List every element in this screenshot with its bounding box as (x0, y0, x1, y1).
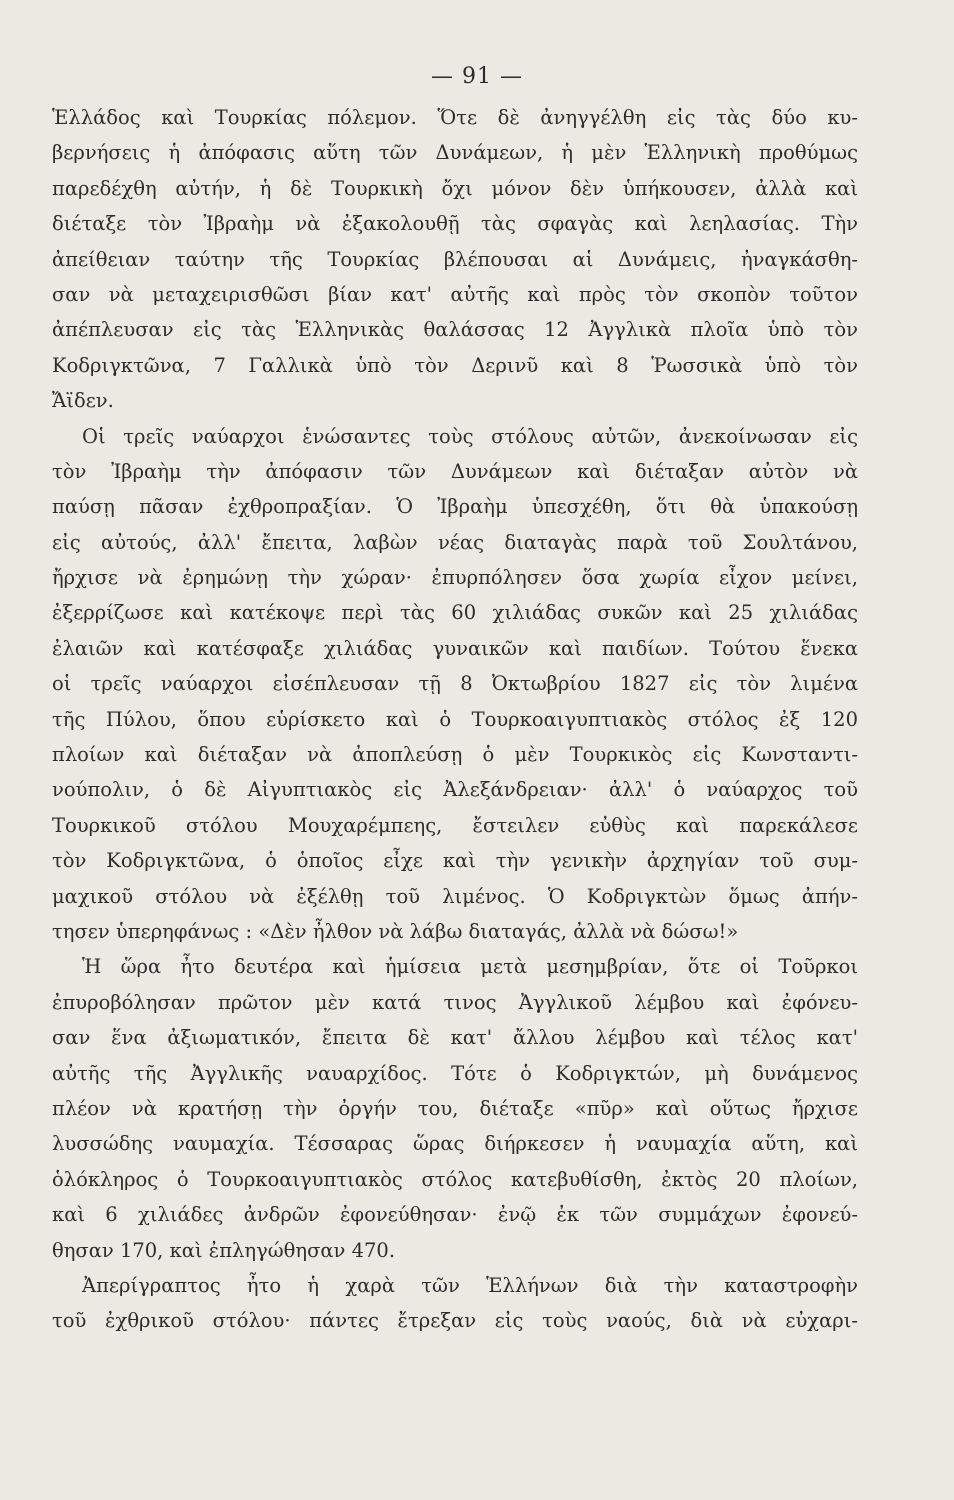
text-line: μαχικοῦ στόλου νὰ ἐξέλθῃ τοῦ λιμένος. Ὁ Κοδριγκτὼν ὅμως ἀπήν- (52, 884, 858, 908)
text-line: τησεν ὑπερηφάνως : «Δὲν ἦλθον νὰ λάβω διαταγάς, ἀλλὰ νὰ δώσω!» (52, 919, 739, 943)
page-number: — 91 — (431, 64, 523, 89)
text-line: Ἑλλάδος καὶ Τουρκίας πόλεμον. Ὅτε δὲ ἀνηγγέλθη εἰς τὰς δύο κυ- (52, 106, 858, 129)
text-line: ἤρχισε νὰ ἐρημώνῃ τὴν χώραν· ἐπυρπόλησεν ὅσα χωρία εἶχον μείνει, (52, 566, 858, 590)
text-line: Ἀπερίγραπτος ἦτο ἡ χαρὰ τῶν Ἑλλήνων διὰ τὴν καταστροφὴν (82, 1273, 858, 1297)
text-line: ἐλαιῶν καὶ κατέσφαξε χιλιάδας γυναικῶν καὶ παιδίων. Τούτου ἕνεκα (52, 636, 858, 660)
text-line: εἰς αὐτούς, ἀλλ' ἔπειτα, λαβὼν νέας διαταγὰς παρὰ τοῦ Σουλτάνου, (52, 530, 858, 554)
text-line: ὁλόκληρος ὁ Τουρκοαιγυπτιακὸς στόλος κατεβυθίσθη, ἐκτὸς 20 πλοίων, (52, 1167, 858, 1191)
text-line: Τουρκικοῦ στόλου Μουχαρέμπεης, ἔστειλεν εὐθὺς καὶ παρεκάλεσε (52, 813, 858, 837)
text-line: πλοίων καὶ διέταξαν νὰ ἀποπλεύσῃ ὁ μὲν Τουρκικὸς εἰς Κωνσταντι- (52, 743, 858, 767)
text-line: σαν νὰ μεταχειρισθῶσι βίαν κατ' αὐτῆς καὶ πρὸς τὸν σκοπὸν τοῦτον (52, 282, 858, 306)
text-line: ἐξερρίζωσε καὶ κατέκοψε περὶ τὰς 60 χιλιάδας συκῶν καὶ 25 χιλιάδας (52, 601, 858, 625)
text-line: παύσῃ πᾶσαν ἐχθροπραξίαν. Ὁ Ἰβραὴμ ὑπεσχέθη, ὅτι θὰ ὑπακούσῃ (52, 495, 858, 519)
text-line: καὶ 6 χιλιάδες ἀνδρῶν ἐφονεύθησαν· ἐνῷ ἐκ τῶν συμμάχων ἐφονεύ- (52, 1203, 858, 1227)
text-line: διέταξε τὸν Ἰβραὴμ νὰ ἐξακολουθῇ τὰς σφαγὰς καὶ λεηλασίας. Τὴν (52, 212, 858, 236)
text-line: πλέον νὰ κρατήσῃ τὴν ὀργήν του, διέταξε «πῦρ» καὶ οὕτως ἤρχισε (52, 1096, 858, 1120)
text-line: θησαν 170, καὶ ἐπληγώθησαν 470. (52, 1238, 396, 1262)
text-line: σαν ἕνα ἀξιωματικόν, ἔπειτα δὲ κατ' ἄλλου λέμβου καὶ τέλος κατ' (52, 1026, 858, 1050)
text-line: τὸν Κοδριγκτῶνα, ὁ ὁποῖος εἶχε καὶ τὴν γενικὴν ἀρχηγίαν τοῦ συμ- (52, 849, 858, 873)
text-line: παρεδέχθη αὐτήν, ἡ δὲ Τουρκικὴ ὄχι μόνον δὲν ὑπήκουσεν, ἀλλὰ καὶ (52, 176, 858, 200)
text-line: τὸν Ἰβραὴμ τὴν ἀπόφασιν τῶν Δυνάμεων καὶ διέταξαν αὐτὸν νὰ (52, 459, 858, 483)
text-line: Οἱ τρεῖς ναύαρχοι ἑνώσαντες τοὺς στόλους αὐτῶν, ἀνεκοίνωσαν εἰς (82, 424, 858, 448)
text-line: Ἄϊδεν. (52, 389, 114, 413)
text-line: τοῦ ἐχθρικοῦ στόλου· πάντες ἔτρεξαν εἰς τοὺς ναούς, διὰ νὰ εὐχαρι- (52, 1309, 858, 1333)
text-line: τῆς Πύλου, ὅπου εὑρίσκετο καὶ ὁ Τουρκοαιγυπτιακὸς στόλος ἐξ 120 (52, 707, 858, 731)
text-line: ἀπείθειαν ταύτην τῆς Τουρκίας βλέπουσαι αἱ Δυνάμεις, ἠναγκάσθη- (52, 247, 858, 271)
text-line: Ἡ ὥρα ἦτο δευτέρα καὶ ἡμίσεια μετὰ μεσημβρίαν, ὅτε οἱ Τοῦρκοι (82, 955, 858, 979)
text-line: βερνήσεις ἡ ἀπόφασις αὕτη τῶν Δυνάμεων, ἡ μὲν Ἑλληνικὴ προθύμως (52, 141, 858, 165)
text-line: λυσσώδης ναυμαχία. Τέσσαρας ὥρας διήρκεσεν ἡ ναυμαχία αὕτη, καὶ (52, 1132, 858, 1156)
text-line: νούπολιν, ὁ δὲ Αἰγυπτιακὸς εἰς Ἀλεξάνδρειαν· ἀλλ' ὁ ναύαρχος τοῦ (52, 778, 858, 802)
text-line: ἐπυροβόλησαν πρῶτον μὲν κατά τινος Ἀγγλικοῦ λέμβου καὶ ἐφόνευ- (52, 990, 858, 1014)
text-line: οἱ τρεῖς ναύαρχοι εἰσέπλευσαν τῇ 8 Ὀκτωβρίου 1827 εἰς τὸν λιμένα (52, 672, 858, 696)
body-text (52, 100, 858, 1339)
text-line: αὐτῆς τῆς Ἀγγλικῆς ναυαρχίδος. Τότε ὁ Κοδριγκτών, μὴ δυνάμενος (52, 1061, 858, 1085)
text-line: Κοδριγκτῶνα, 7 Γαλλικὰ ὑπὸ τὸν Δερινῦ καὶ 8 Ῥωσσικὰ ὑπὸ τὸν (52, 353, 858, 377)
text-line: ἀπέπλευσαν εἰς τὰς Ἑλληνικὰς θαλάσσας 12 Ἀγγλικὰ πλοῖα ὑπὸ τὸν (52, 318, 858, 342)
